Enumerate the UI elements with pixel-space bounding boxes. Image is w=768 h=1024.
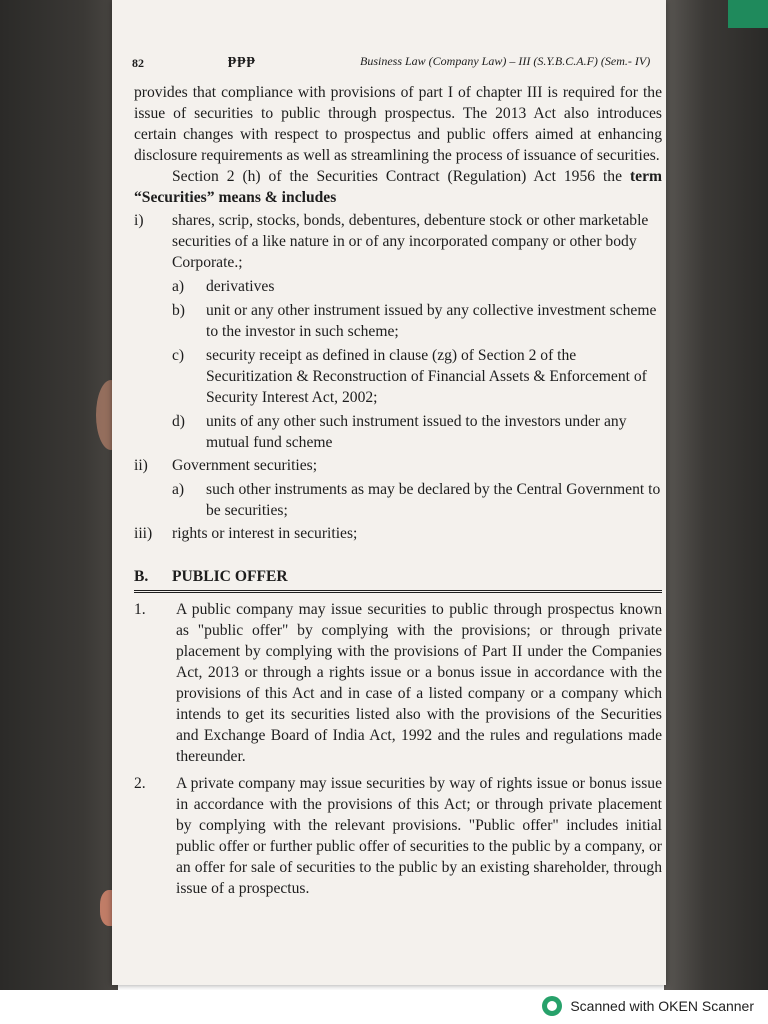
sub-item: [172, 479, 662, 521]
sub-item-marker: b): [172, 302, 185, 319]
item-text: rights or interest in securities;: [172, 525, 358, 542]
sub-item: [172, 345, 662, 408]
sub-item-text: security receipt as defined in clause (zg) of Section 2 of the Securitization & Reconstruction of Financial Assets & Enforcement of Security Interest Act, 2002;: [206, 347, 647, 406]
page-body: [134, 82, 662, 899]
sub-item-marker: a): [172, 278, 185, 295]
scanner-text: Scanned with OKEN Scanner: [570, 998, 754, 1014]
scanner-watermark: [542, 996, 754, 1016]
sub-item-text: such other instruments as may be declared by the Central Government to be securities;: [206, 481, 661, 519]
sub-item-marker: d): [172, 413, 185, 430]
point-number: 2.: [134, 775, 146, 792]
definition-item: [134, 455, 662, 476]
sub-list: [172, 276, 662, 453]
definition-lead-text: Section 2 (h) of the Securities Contract (Regulation) Act 1956 the: [172, 168, 623, 185]
sub-item-text: derivatives: [206, 278, 275, 295]
numbered-point: [134, 599, 662, 767]
sub-list: [172, 479, 662, 521]
numbered-point: [134, 773, 662, 899]
section-letter: B.: [134, 568, 149, 585]
sub-item: [172, 276, 662, 297]
item-marker: ii): [134, 457, 148, 474]
definition-item: [134, 210, 662, 273]
photo-background-left: [0, 0, 118, 990]
sub-item-marker: c): [172, 347, 185, 364]
scanner-logo-icon: [542, 996, 562, 1016]
item-marker: i): [134, 212, 144, 229]
scanner-footer: [0, 990, 768, 1024]
definition-lead: [134, 166, 662, 208]
photo-background-right: [664, 0, 768, 990]
item-marker: iii): [134, 525, 153, 542]
publisher-logo: ᵽᵽᵽ: [228, 52, 257, 68]
page-number: 82: [132, 56, 144, 70]
intro-paragraph: provides that compliance with provisions of part I of chapter III is required for the issue of securities to public through prospectus. The 2013 Act also introduces certain changes with respect to prospectus and public offers aimed at enhancing disclosure requirements as well as streamlining the process of issuance of securities.: [134, 84, 662, 164]
section-title: PUBLIC OFFER: [172, 568, 288, 585]
running-title: Business Law (Company Law) – III (S.Y.B.C.A.F) (Sem.- IV): [360, 54, 651, 68]
point-text: A private company may issue securities by way of rights issue or bonus issue in accordance with the provisions of this Act; or through private placement by complying with the relevant provisions. "Public offer" includes initial public offer or further public offer of securities to the public by a company, or an offer for sale of securities to the public by an existing shareholder, through issue of a prospectus.: [176, 775, 662, 897]
sub-item: [172, 300, 662, 342]
page-header: [132, 52, 656, 74]
item-text: Government securities;: [172, 457, 318, 474]
sub-item-text: units of any other such instrument issued to the investors under any mutual fund scheme: [206, 413, 627, 451]
section-heading: [134, 566, 662, 593]
item-text: shares, scrip, stocks, bonds, debentures, debenture stock or other marketable securities of a like nature in or of any incorporated company or other body Corporate.;: [172, 212, 649, 271]
sub-item: [172, 411, 662, 453]
background-green-object: [728, 0, 768, 28]
point-text: A public company may issue securities to public through prospectus known as "public offer" by complying with the provisions; or through private placement by complying with the provisions of Part II under the Companies Act, 2013 or through a rights issue or a bonus issue in accordance with the provisions of this Act and in case of a listed company or a company which intends to get its securities listed also with the provisions of the Securities and Exchange Board of India Act, 1992 and the rules and regulations made thereunder.: [176, 601, 662, 765]
point-number: 1.: [134, 601, 146, 618]
sub-item-marker: a): [172, 481, 185, 498]
definition-item: [134, 523, 662, 544]
sub-item-text: unit or any other instrument issued by any collective investment scheme to the investor in such scheme;: [206, 302, 657, 340]
scanned-page: [112, 0, 666, 985]
definition-term: term “Securities” means & includes: [134, 168, 662, 206]
